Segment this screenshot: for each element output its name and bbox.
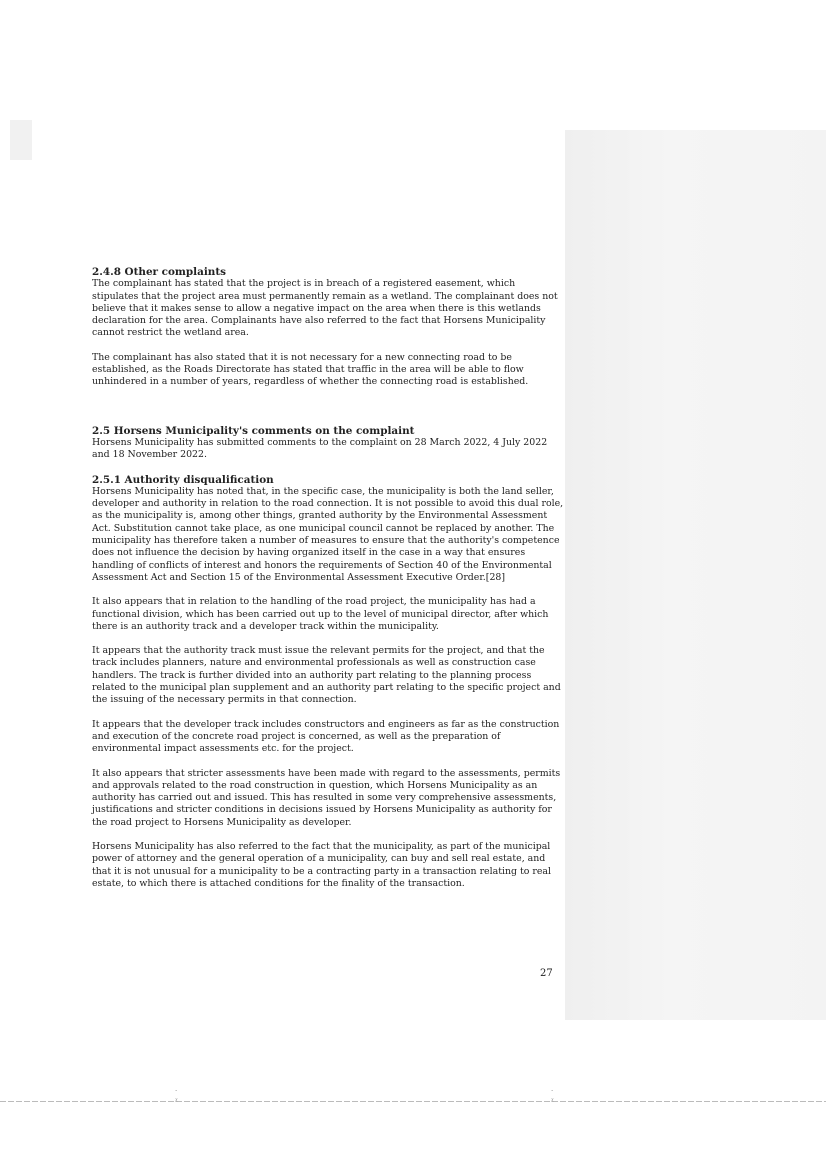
paragraph: Horsens Municipality has noted that, in the specific case, the municipality is both the land seller, developer and authority in relation to the road connection. It is not possible to avoid this dual role, as the municipality is, among other things, granted authority by the Environmental Assessment Act. Substitution cannot take place, as one municipal council cannot be replaced by another. The municipality has therefore taken a number of measures to ensure that the authority's competence does not influence the decision by having organized itself in the case in a way that ensures handling of conflicts of interest and honors the requirements of Section 40 of the Environmental Assessment Act and Section 15 of the Environmental Assessment Executive Order.[28]: [92, 485, 564, 583]
paragraph: The complainant has stated that the project is in breach of a registered easement, which stipulates that the project area must permanently remain as a wetland. The complainant does not believe that it makes sense to allow a negative impact on the area when there is this wetlands declaration for the area. Complainants have also referred to the fact that Horsens Municipality cannot restrict the wetland area.: [92, 278, 558, 339]
section-heading-authority-disqualification: 2.5.1 Authority disqualification: [92, 473, 274, 486]
paragraph: It appears that the developer track includes constructors and engineers as far as the construction and execution of the concrete road project is concerned, as well as the preparation of environmental impact assessments etc. for the project.: [92, 718, 560, 755]
paragraph: Horsens Municipality has also referred to the fact that the municipality, as part of the municipal power of attorney and the general operation of a municipality, can buy and sell real estate, and that it is not unusual for a municipality to be a contracting party in a transaction relating to real estate, to which there is attached conditions for the finality of the transaction.: [92, 840, 551, 889]
paragraph: Horsens Municipality has submitted comments to the complaint on 28 March 2022, 4 July 2022 and 18 November 2022.: [92, 436, 548, 461]
document-body: [92, 266, 564, 890]
section-heading-other-complaints: 2.4.8 Other complaints: [92, 266, 226, 278]
paragraph: It also appears that stricter assessments have been made with regard to the assessments, permits and approvals related to the road construction in question, which Horsens Municipality as an authority has carried out and issued. This has resulted in some very comprehensive assessments, justifications and stricter conditions in decisions issued by Horsens Municipality as authority for the road project to Horsens Municipality as developer.: [92, 767, 561, 828]
section-heading-municipality-comments: 2.5 Horsens Municipality's comments on the complaint: [92, 424, 415, 437]
paragraph: It appears that the authority track must issue the relevant permits for the project, and that the track includes planners, nature and environmental professionals as well as construction case handlers. The track is further divided into an authority part relating to the planning process related to the municipal plan supplement and an authority part relating to the specific project and the issuing of the necessary permits in that connection.: [92, 645, 561, 706]
paragraph: It also appears that in relation to the handling of the road project, the municipality has had a functional division, which has been carried out up to the level of municipal director, after which there is an authority track and a developer track within the municipality.: [92, 596, 549, 632]
scan-shadow-band: [565, 130, 826, 1020]
crop-mark-icon: ·: [175, 1087, 178, 1095]
scan-bottom-rule: [0, 1101, 826, 1102]
crop-mark-icon: ·: [551, 1087, 554, 1095]
crop-mark-icon: ᵡ: [551, 1097, 554, 1105]
paragraph: The complainant has also stated that it is not necessary for a new connecting road to be established, as the Roads Directorate has stated that traffic in the area will be able to flow unhindered in a number of years, regardless of whether the connecting road is established.: [92, 351, 529, 388]
page-number: 27: [540, 968, 553, 979]
crop-mark-icon: ᵡ: [175, 1097, 178, 1105]
scan-artifact: [10, 120, 32, 160]
